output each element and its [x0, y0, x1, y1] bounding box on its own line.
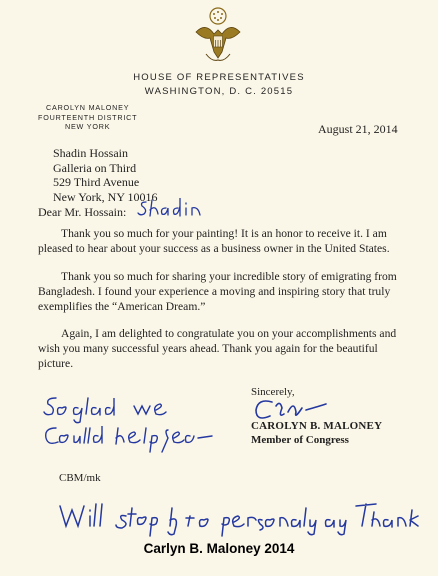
- body-paragraph: Again, I am delighted to congratulate you on your accomplishments and wish you many successful years ahead. Thank you again for the beautiful picture.: [38, 327, 397, 370]
- body-paragraph: Thank you so much for your painting! It is an honor to receive it. I am pleased to hear about your success as a business owner in the United States.: [38, 227, 390, 255]
- office-name: HOUSE OF REPRESENTATIVES: [133, 72, 305, 83]
- handwritten-salutation-name: [138, 196, 208, 220]
- sender-block: [38, 103, 137, 132]
- salutation: Dear Mr. Hossain:: [38, 205, 127, 219]
- body-paragraph: Thank you so much for sharing your incredible story of emigrating from Bangladesh. I found your experience a moving and inspiring story that truly exemplifies the “American Dream.”: [38, 270, 397, 313]
- office-address: WASHINGTON, D. C. 20515: [144, 86, 294, 97]
- recipient-name: Shadin Hossain: [53, 146, 128, 160]
- recipient-street: 529 Third Avenue: [53, 175, 140, 190]
- image-caption: Carlyn B. Maloney 2014: [143, 541, 295, 556]
- letter-date: August 21, 2014: [318, 122, 398, 136]
- signatory-name: CAROLYN B. MALONEY: [251, 420, 383, 432]
- handwritten-note: [44, 394, 224, 454]
- recipient-city: New York, NY 10016: [53, 189, 158, 204]
- closing: Sincerely,: [251, 386, 295, 398]
- recipient-company: Galleria on Third: [53, 160, 137, 175]
- sender-name: CAROLYN MALONEY: [45, 103, 130, 112]
- handwritten-postscript: [58, 498, 428, 538]
- eagle-seal-icon: [192, 6, 244, 68]
- sender-district: FOURTEENTH DISTRICT: [38, 112, 138, 122]
- signatory-title: Member of Congress: [251, 434, 349, 446]
- typist-initials: CBM/mk: [59, 472, 101, 484]
- sender-state: NEW YORK: [64, 122, 111, 131]
